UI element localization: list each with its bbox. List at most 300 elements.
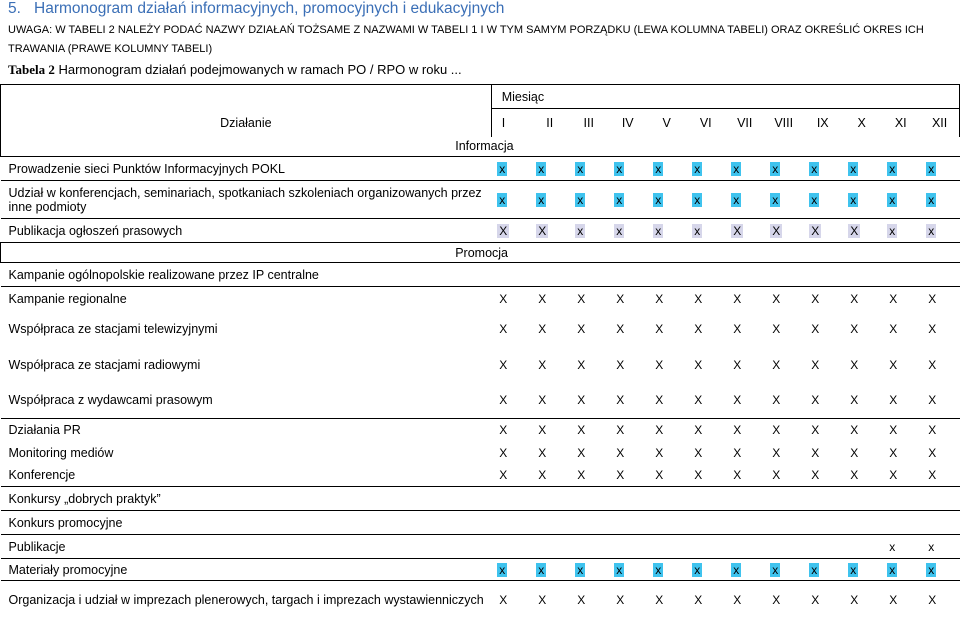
month-cell — [725, 487, 764, 511]
month-cell — [842, 441, 881, 465]
schedule-mark: X — [733, 223, 742, 238]
section-heading — [8, 0, 504, 18]
month-cell — [608, 559, 647, 581]
schedule-mark: X — [928, 357, 937, 372]
schedule-mark: X — [811, 357, 820, 372]
schedule-mark: x — [616, 161, 623, 176]
month-cell — [569, 441, 608, 465]
table-row — [1, 465, 960, 487]
schedule-mark: x — [928, 192, 935, 207]
schedule-mark: X — [733, 291, 742, 306]
activity-label: Konkurs promocyjne — [1, 511, 492, 535]
month-cell — [803, 511, 842, 535]
month-cell — [491, 347, 530, 383]
table-row — [1, 263, 960, 287]
schedule-mark: x — [889, 223, 896, 238]
schedule-mark: x — [889, 562, 896, 577]
schedule-mark: x — [694, 562, 701, 577]
month-cell — [569, 311, 608, 347]
month-cell — [920, 535, 959, 559]
month-cell — [881, 219, 920, 243]
activity-label: Monitoring mediów — [8, 445, 114, 460]
month-cell — [608, 347, 647, 383]
month-cell — [842, 535, 881, 559]
month-cell — [686, 559, 725, 581]
month-cell — [725, 311, 764, 347]
month-cell — [569, 287, 608, 311]
schedule-mark: x — [733, 161, 740, 176]
month-cell — [608, 581, 647, 619]
schedule-mark: X — [811, 445, 820, 460]
schedule-mark: x — [850, 562, 857, 577]
table-row — [1, 287, 960, 311]
month-cell — [842, 157, 881, 181]
table-row — [1, 347, 960, 383]
month-cell — [530, 263, 569, 287]
month-cell — [881, 535, 920, 559]
activity-label: Kampanie regionalne — [1, 287, 492, 311]
schedule-mark: X — [694, 393, 703, 408]
month-cell — [920, 157, 959, 181]
month-cell — [842, 347, 881, 383]
month-label: VI — [686, 109, 725, 137]
month-label: VIII — [764, 109, 803, 137]
schedule-mark: X — [772, 223, 781, 238]
schedule-mark: x — [772, 192, 779, 207]
schedule-mark: x — [655, 161, 662, 176]
schedule-mark: X — [655, 357, 664, 372]
month-cell — [530, 559, 569, 581]
month-cell — [764, 263, 803, 287]
section-title: Harmonogram działań informacyjnych, promocyjnych i edukacyjnych — [34, 0, 505, 17]
month-cell — [764, 559, 803, 581]
month-cell — [881, 465, 920, 487]
month-cell — [881, 181, 920, 219]
month-cell — [647, 383, 686, 419]
month-cell — [881, 287, 920, 311]
month-label: XI — [881, 109, 920, 137]
schedule-mark: x — [577, 192, 584, 207]
month-cell — [491, 181, 530, 219]
schedule-mark: X — [889, 592, 898, 607]
schedule-mark: X — [538, 422, 547, 437]
schedule-mark: X — [655, 291, 664, 306]
schedule-mark: X — [655, 321, 664, 336]
month-cell — [764, 581, 803, 619]
table-row — [1, 487, 960, 511]
month-cell — [686, 157, 725, 181]
month-cell — [881, 383, 920, 419]
activity-label: Konkursy „dobrych praktyk” — [1, 487, 492, 511]
schedule-mark: X — [928, 592, 937, 607]
schedule-mark: x — [733, 562, 740, 577]
schedule-mark: x — [772, 161, 779, 176]
month-cell — [608, 441, 647, 465]
month-cell — [725, 263, 764, 287]
month-cell — [608, 487, 647, 511]
month-cell — [725, 219, 764, 243]
month-cell — [803, 181, 842, 219]
schedule-mark: x — [733, 192, 740, 207]
month-cell — [530, 487, 569, 511]
schedule-mark: x — [616, 562, 623, 577]
month-cell — [491, 581, 530, 619]
month-cell — [803, 263, 842, 287]
schedule-mark: x — [577, 223, 584, 238]
month-cell — [647, 181, 686, 219]
table-caption — [8, 62, 462, 78]
schedule-mark: x — [538, 161, 545, 176]
table-row — [1, 219, 960, 243]
table-row — [1, 181, 960, 219]
table-caption-text: Harmonogram działań podejmowanych w ramach PO / RPO w roku ... — [58, 62, 462, 77]
month-cell — [569, 263, 608, 287]
schedule-mark: x — [577, 562, 584, 577]
schedule-mark: x — [577, 161, 584, 176]
schedule-mark: X — [577, 321, 586, 336]
month-cell — [686, 181, 725, 219]
month-cell — [803, 487, 842, 511]
month-cell — [764, 419, 803, 441]
month-cell — [842, 263, 881, 287]
schedule-mark: X — [616, 393, 625, 408]
month-cell — [920, 347, 959, 383]
month-cell — [803, 287, 842, 311]
schedule-mark: x — [655, 192, 662, 207]
month-cell — [647, 419, 686, 441]
schedule-mark: X — [499, 592, 508, 607]
month-cell — [725, 419, 764, 441]
schedule-mark: X — [889, 422, 898, 437]
month-cell — [725, 287, 764, 311]
month-cell — [686, 383, 725, 419]
month-cell — [803, 465, 842, 487]
schedule-mark: X — [538, 468, 547, 483]
month-cell — [608, 465, 647, 487]
schedule-mark: X — [928, 321, 937, 336]
month-cell — [608, 535, 647, 559]
schedule-mark: X — [889, 357, 898, 372]
schedule-mark: X — [811, 321, 820, 336]
month-cell — [725, 181, 764, 219]
schedule-mark: X — [772, 321, 781, 336]
schedule-mark: X — [577, 422, 586, 437]
month-header: Miesiąc — [491, 85, 959, 109]
month-cell — [686, 419, 725, 441]
month-cell — [881, 311, 920, 347]
month-cell — [725, 441, 764, 465]
instruction-body: UWAGA: W TABELI 2 NALEŻY PODAĆ NAZWY DZIAŁAŃ TOŻSAME Z NAZWAMI W TABELI 1 I W TYM SAMYM PORZĄDKU (LEWA KOLUMNA TABELI) ORAZ OKREŚLIĆ OKRES ICH TRAWANIA (PRAWE KOLUMNY TABELI) — [8, 24, 924, 55]
month-cell — [725, 383, 764, 419]
month-cell — [530, 157, 569, 181]
schedule-mark: x — [850, 192, 857, 207]
schedule-mark: X — [733, 422, 742, 437]
month-cell — [530, 181, 569, 219]
month-cell — [842, 219, 881, 243]
month-cell — [647, 535, 686, 559]
schedule-mark: X — [655, 468, 664, 483]
schedule-mark: X — [694, 357, 703, 372]
month-cell — [803, 383, 842, 419]
month-cell — [530, 465, 569, 487]
schedule-mark: x — [928, 223, 935, 238]
activity-label: Kampanie ogólnopolskie realizowane przez IP centralne — [1, 263, 492, 287]
month-cell — [920, 581, 959, 619]
month-cell — [686, 263, 725, 287]
month-cell — [491, 465, 530, 487]
month-cell — [764, 383, 803, 419]
schedule-mark: X — [499, 468, 508, 483]
schedule-mark: X — [850, 321, 859, 336]
month-cell — [764, 219, 803, 243]
schedule-mark: X — [616, 321, 625, 336]
month-cell — [608, 511, 647, 535]
month-cell — [608, 263, 647, 287]
table-row — [1, 559, 960, 581]
month-cell — [881, 511, 920, 535]
month-cell — [569, 465, 608, 487]
month-cell — [491, 287, 530, 311]
month-cell — [491, 383, 530, 419]
month-cell — [803, 219, 842, 243]
month-cell — [647, 511, 686, 535]
month-cell — [881, 157, 920, 181]
month-cell — [491, 535, 530, 559]
schedule-mark: x — [655, 562, 662, 577]
schedule-mark: x — [694, 192, 701, 207]
month-cell — [530, 219, 569, 243]
month-label: IX — [803, 109, 842, 137]
schedule-mark: X — [889, 291, 898, 306]
schedule-mark: x — [538, 562, 545, 577]
month-cell — [920, 219, 959, 243]
month-cell — [686, 287, 725, 311]
schedule-mark: X — [499, 445, 508, 460]
schedule-mark: X — [811, 592, 820, 607]
section-info-label: Informacja — [455, 139, 514, 154]
schedule-mark: x — [616, 192, 623, 207]
schedule-mark: X — [733, 468, 742, 483]
month-cell — [920, 511, 959, 535]
schedule-mark: x — [655, 223, 662, 238]
month-cell — [491, 559, 530, 581]
month-cell — [608, 219, 647, 243]
schedule-mark: X — [694, 422, 703, 437]
month-cell — [764, 311, 803, 347]
month-label: III — [569, 109, 608, 137]
month-cell — [569, 347, 608, 383]
month-cell — [803, 347, 842, 383]
schedule-mark: X — [811, 223, 820, 238]
schedule-mark: X — [538, 223, 547, 238]
month-cell — [803, 441, 842, 465]
schedule-mark: X — [499, 223, 508, 238]
schedule-mark: X — [655, 422, 664, 437]
schedule-mark: X — [577, 393, 586, 408]
month-cell — [803, 559, 842, 581]
schedule-mark: X — [772, 357, 781, 372]
month-cell — [530, 347, 569, 383]
month-cell — [569, 581, 608, 619]
schedule-mark: X — [616, 422, 625, 437]
schedule-mark: X — [733, 393, 742, 408]
schedule-mark: X — [889, 445, 898, 460]
activity-label: Współpraca ze stacjami radiowymi — [8, 357, 201, 372]
month-cell — [842, 465, 881, 487]
schedule-mark: x — [616, 223, 623, 238]
table-row — [1, 419, 960, 441]
month-cell — [803, 535, 842, 559]
schedule-mark: X — [733, 592, 742, 607]
schedule-mark: x — [850, 161, 857, 176]
schedule-mark: x — [928, 161, 935, 176]
month-cell — [920, 181, 959, 219]
month-cell — [569, 419, 608, 441]
schedule-mark: X — [889, 393, 898, 408]
month-cell — [569, 157, 608, 181]
month-cell — [803, 311, 842, 347]
month-cell — [608, 383, 647, 419]
month-cell — [764, 287, 803, 311]
month-cell — [881, 347, 920, 383]
month-cell — [647, 487, 686, 511]
month-cell — [530, 511, 569, 535]
activity-label: Publikacja ogłoszeń prasowych — [1, 219, 492, 243]
month-cell — [647, 559, 686, 581]
table-row — [1, 383, 960, 419]
schedule-mark: x — [811, 192, 818, 207]
month-cell — [491, 441, 530, 465]
month-cell — [647, 581, 686, 619]
month-cell — [530, 287, 569, 311]
schedule-mark: X — [772, 445, 781, 460]
activity-label: Publikacje — [1, 535, 492, 559]
month-cell — [764, 511, 803, 535]
month-cell — [647, 219, 686, 243]
activity-label: Współpraca ze stacjami telewizyjnymi — [8, 321, 218, 336]
schedule-mark: X — [772, 592, 781, 607]
schedule-mark: X — [811, 291, 820, 306]
month-cell — [569, 535, 608, 559]
month-cell — [491, 311, 530, 347]
schedule-mark: X — [928, 291, 937, 306]
month-cell — [881, 487, 920, 511]
month-cell — [686, 487, 725, 511]
month-cell — [569, 219, 608, 243]
month-cell — [491, 219, 530, 243]
month-label: I — [491, 109, 530, 137]
month-cell — [569, 383, 608, 419]
month-cell — [491, 263, 530, 287]
schedule-mark: X — [928, 422, 937, 437]
schedule-mark: X — [694, 592, 703, 607]
month-cell — [725, 347, 764, 383]
month-cell — [803, 157, 842, 181]
schedule-mark: X — [928, 393, 937, 408]
month-cell — [686, 441, 725, 465]
month-label: IV — [608, 109, 647, 137]
schedule-mark: x — [538, 192, 545, 207]
activity-label: Prowadzenie sieci Punktów Informacyjnych POKL — [1, 157, 492, 181]
month-cell — [764, 441, 803, 465]
schedule-mark: x — [694, 161, 701, 176]
activity-label: Udział w konferencjach, seminariach, spotkaniach szkoleniach organizowanych przez inne podmioty — [1, 181, 492, 219]
schedule-mark: X — [733, 321, 742, 336]
schedule-mark: x — [928, 539, 935, 554]
month-cell — [764, 535, 803, 559]
table-row — [1, 311, 960, 347]
month-cell — [725, 511, 764, 535]
schedule-mark: X — [772, 393, 781, 408]
schedule-mark: X — [577, 445, 586, 460]
month-cell — [842, 487, 881, 511]
month-cell — [881, 581, 920, 619]
schedule-mark: X — [616, 357, 625, 372]
schedule-mark: X — [772, 291, 781, 306]
section-spacer — [1, 137, 492, 157]
schedule-mark: X — [694, 445, 703, 460]
month-cell — [491, 419, 530, 441]
month-cell — [686, 311, 725, 347]
month-cell — [881, 419, 920, 441]
schedule-mark: X — [694, 321, 703, 336]
schedule-mark: X — [850, 357, 859, 372]
activity-header: Działanie — [1, 109, 492, 137]
schedule-mark: X — [616, 592, 625, 607]
schedule-mark: X — [616, 445, 625, 460]
schedule-mark: x — [811, 161, 818, 176]
month-cell — [686, 465, 725, 487]
table-caption-label: Tabela 2 — [8, 62, 55, 77]
schedule-mark: X — [850, 592, 859, 607]
month-cell — [842, 181, 881, 219]
month-cell — [764, 465, 803, 487]
schedule-mark: X — [772, 468, 781, 483]
section-number: 5. — [8, 0, 21, 17]
schedule-mark: X — [655, 393, 664, 408]
month-cell — [647, 311, 686, 347]
month-cell — [842, 287, 881, 311]
schedule-mark: x — [811, 562, 818, 577]
schedule-mark: X — [538, 393, 547, 408]
month-cell — [530, 383, 569, 419]
schedule-mark: X — [811, 393, 820, 408]
month-cell — [491, 511, 530, 535]
schedule-mark: X — [850, 393, 859, 408]
schedule-mark: X — [538, 592, 547, 607]
schedule-mark: X — [928, 468, 937, 483]
month-cell — [803, 581, 842, 619]
month-cell — [764, 347, 803, 383]
schedule-table — [0, 84, 960, 619]
month-cell — [920, 559, 959, 581]
schedule-mark: x — [889, 161, 896, 176]
month-cell — [803, 419, 842, 441]
table-row — [1, 157, 960, 181]
month-cell — [920, 465, 959, 487]
schedule-mark: X — [499, 321, 508, 336]
schedule-mark: x — [772, 562, 779, 577]
schedule-mark: X — [538, 291, 547, 306]
schedule-mark: X — [928, 445, 937, 460]
month-label: V — [647, 109, 686, 137]
month-cell — [647, 263, 686, 287]
schedule-mark: x — [694, 223, 701, 238]
schedule-mark: X — [499, 291, 508, 306]
month-cell — [920, 311, 959, 347]
month-cell — [569, 511, 608, 535]
month-cell — [686, 219, 725, 243]
